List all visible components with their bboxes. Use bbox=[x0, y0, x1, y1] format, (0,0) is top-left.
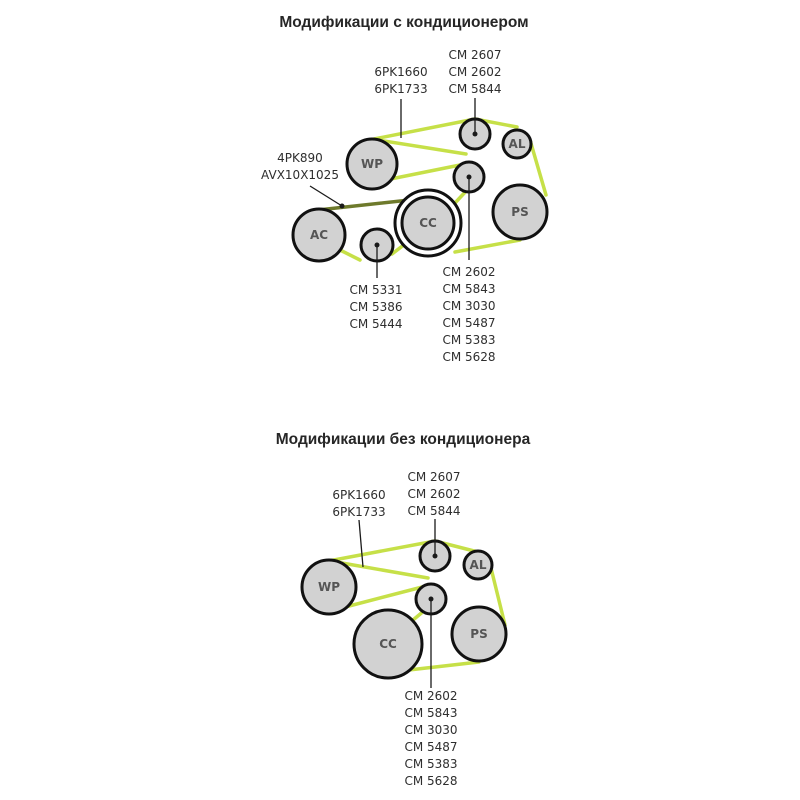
diagram-with-ac bbox=[261, 14, 547, 364]
cc-label: CC bbox=[419, 216, 437, 230]
al-label: AL bbox=[508, 137, 526, 151]
tensioner-label-5: CM 5383 bbox=[442, 333, 496, 347]
diagram-title: Модификации без кондиционера bbox=[275, 431, 531, 448]
tensioner-label-6: CM 5628 bbox=[404, 774, 458, 788]
upper-idler-label-1: CM 2607 bbox=[448, 48, 502, 62]
tensioner-label-2: CM 5843 bbox=[404, 706, 458, 720]
ac-idler-label-3: CM 5444 bbox=[349, 317, 403, 331]
cc-label: CC bbox=[379, 637, 397, 651]
tensioner-label-4: CM 5487 bbox=[442, 316, 496, 330]
main-belt-label-1: 6PK1660 bbox=[332, 488, 386, 502]
tensioner-label-2: CM 5843 bbox=[442, 282, 496, 296]
ac-idler-label-1: CM 5331 bbox=[349, 283, 403, 297]
al-label: AL bbox=[469, 558, 487, 572]
wp-label: WP bbox=[360, 157, 384, 171]
wp-label: WP bbox=[317, 580, 341, 594]
tensioner-label-5: CM 5383 bbox=[404, 757, 458, 771]
upper-idler-label-2: CM 2602 bbox=[448, 65, 502, 79]
upper-idler-label-2: CM 2602 bbox=[407, 487, 461, 501]
main-belt-label-2: 6PK1733 bbox=[332, 505, 386, 519]
tensioner-label-1: CM 2602 bbox=[404, 689, 458, 703]
tensioner-label-3: CM 3030 bbox=[442, 299, 496, 313]
leader-ac-belt-dot bbox=[340, 204, 345, 209]
ac-belt-label-1: 4PK890 bbox=[277, 151, 323, 165]
main-belt-label-1: 6PK1660 bbox=[374, 65, 428, 79]
diagram-title: Модификации с кондиционером bbox=[279, 14, 529, 31]
tensioner-label-6: CM 5628 bbox=[442, 350, 496, 364]
upper-idler-label-3: CM 5844 bbox=[448, 82, 502, 96]
main-belt-label-2: 6PK1733 bbox=[374, 82, 428, 96]
tensioner-label-1: CM 2602 bbox=[442, 265, 496, 279]
upper-idler-label-3: CM 5844 bbox=[407, 504, 461, 518]
ac-idler-label-2: CM 5386 bbox=[349, 300, 403, 314]
ps-label: PS bbox=[470, 627, 488, 641]
leader-main-belt bbox=[359, 520, 363, 567]
ac-belt-label-2: AVX10X1025 bbox=[261, 168, 339, 182]
tensioner-label-4: CM 5487 bbox=[404, 740, 458, 754]
ac-label: AC bbox=[309, 228, 329, 242]
diagram-without-ac bbox=[276, 431, 531, 788]
tensioner-label-3: CM 3030 bbox=[404, 723, 458, 737]
upper-idler-label-1: CM 2607 bbox=[407, 470, 461, 484]
ps-label: PS bbox=[511, 205, 529, 219]
leader-ac-belt bbox=[310, 186, 342, 206]
